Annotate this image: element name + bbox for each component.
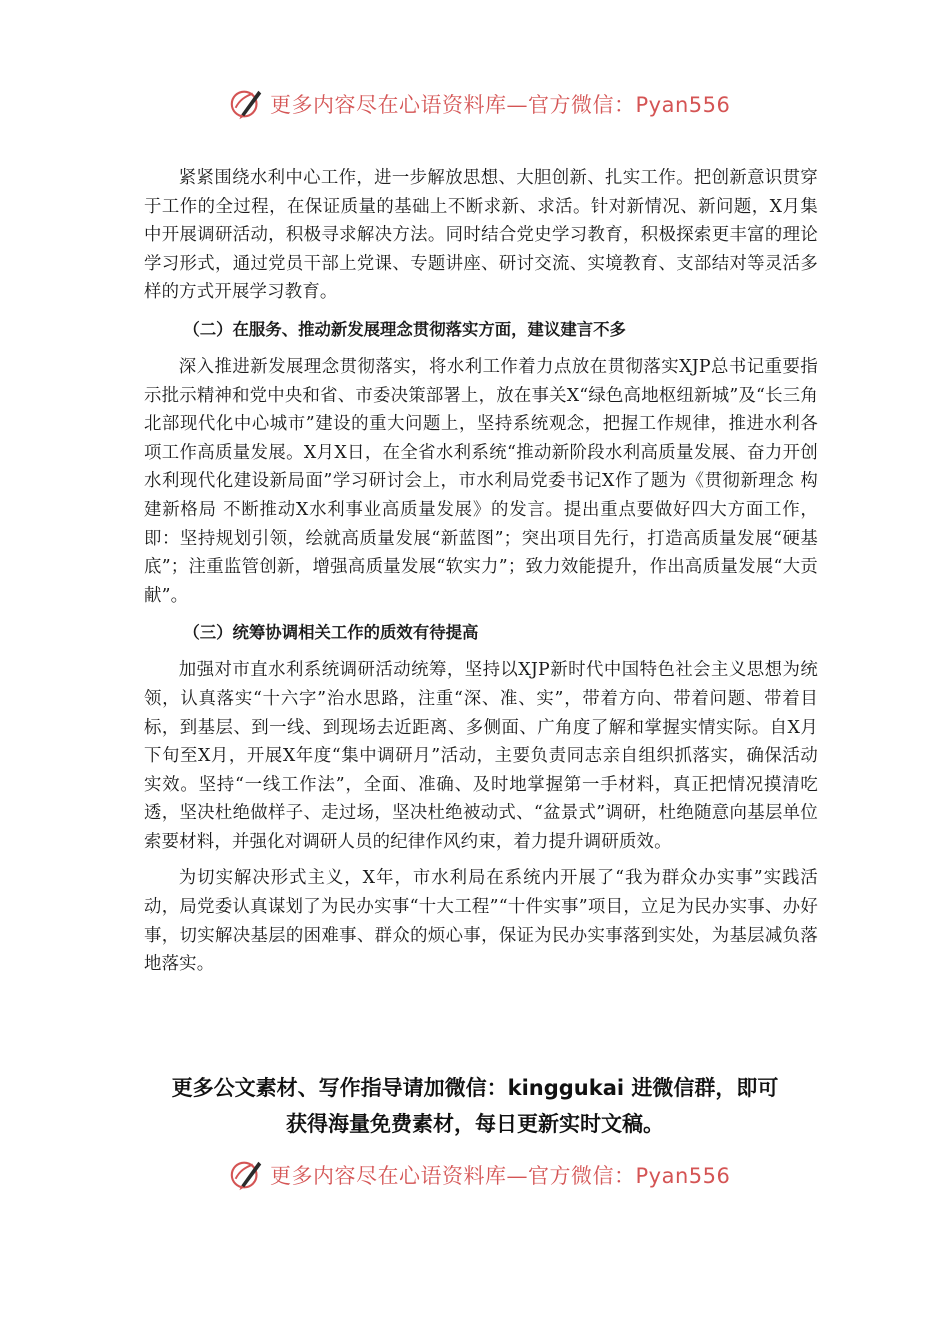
footer-watermark-banner [228,1153,730,1197]
banner-account: Pyan556 [635,93,731,117]
promo-line-2: 获得海量免费素材，每日更新实时文稿。 [286,1112,664,1136]
paragraph-3: 加强对市直水利系统调研活动统筹，坚持以XJP新时代中国特色社会主义思想为统领，认真落实“十六字”治水思路，注重“深、准、实”，带着方向、带着问题、带着目标，到基层、到一线、到现场去近距离、多侧面、广角度了解和掌握实情实际。自X月下旬至X月，开展X年度“集中调研月”活动，主要负责同志亲自组织抓落实，确保活动实效。坚持“一线工作法”，全面、准确、及时地掌握第一手材料，真正把情况摸清吃透，坚决杜绝做样子、走过场，坚决杜绝被动式、“盆景式”调研，杜绝随意向基层单位索要材料，并强化对调研人员的纪律作风约束，着力提升调研质效。 [144,660,818,852]
section-heading-3: （三）统筹协调相关工作的质效有待提高 [183,623,479,643]
pen-logo-icon [228,85,266,123]
section-heading-2: （二）在服务、推动新发展理念贯彻落实方面，建议建言不多 [183,319,626,339]
banner-account: Pyan556 [635,1164,731,1188]
header-watermark-banner [228,82,730,126]
paragraph-2: 深入推进新发展理念贯彻落实，将水利工作着力点放在贯彻落实XJP总书记重要指示批示精神和党中央和省、市委决策部署上，放在事关X“绿色高地枢纽新城”及“长三角北部现代化中心城市”建设的重大问题上，坚持系统观念，把握工作规律，推进水利各项工作高质量发展。X月X日，在全省水利系统“推动新阶段水利高质量发展、奋力开创水利现代化建设新局面”学习研讨会上，市水利局党委书记X作了题为《贯彻新理念 构建新格局 不断推动X水利事业高质量发展》的发言。提出重点要做好四大方面工作，即：坚持规划引领，绘就高质量发展“新蓝图”；突出项目先行，打造高质量发展“硬基底”；注重监管创新，增强高质量发展“软实力”；致力效能提升，作出高质量发展“大贡献”。 [144,356,818,606]
paragraph-1: 紧紧围绕水利中心工作，进一步解放思想、大胆创新、扎实工作。把创新意识贯穿于工作的全过程，在保证质量的基础上不断求新、求活。针对新情况、新问题，X月集中开展调研活动，积极寻求解决方法。同时结合党史学习教育，积极探索更丰富的理论学习形式，通过党员干部上党课、专题讲座、研讨交流、实境教育、支部结对等灵活多样的方式开展学习教育。 [144,168,818,303]
paragraph-4: 为切实解决形式主义，X年，市水利局在系统内开展了“我为群众办实事”实践活动，局党委认真谋划了为民办实事“十大工程”“十件实事”项目，立足为民办实事、办好事，切实解决基层的困难事、群众的烦心事，保证为民办实事落到实处，为基层减负落地落实。 [144,868,818,975]
promo-callout [110,1070,840,1142]
banner-text [270,89,730,119]
document-body [144,164,818,987]
banner-slogan: 更多内容尽在心语资料库—官方微信： [270,93,636,117]
pen-logo-icon [228,1156,266,1194]
banner-slogan: 更多内容尽在心语资料库—官方微信： [270,1164,636,1188]
promo-line-1: 更多公文素材、写作指导请加微信：kinggukai 进微信群，即可 [171,1076,779,1100]
banner-text [270,1160,730,1190]
